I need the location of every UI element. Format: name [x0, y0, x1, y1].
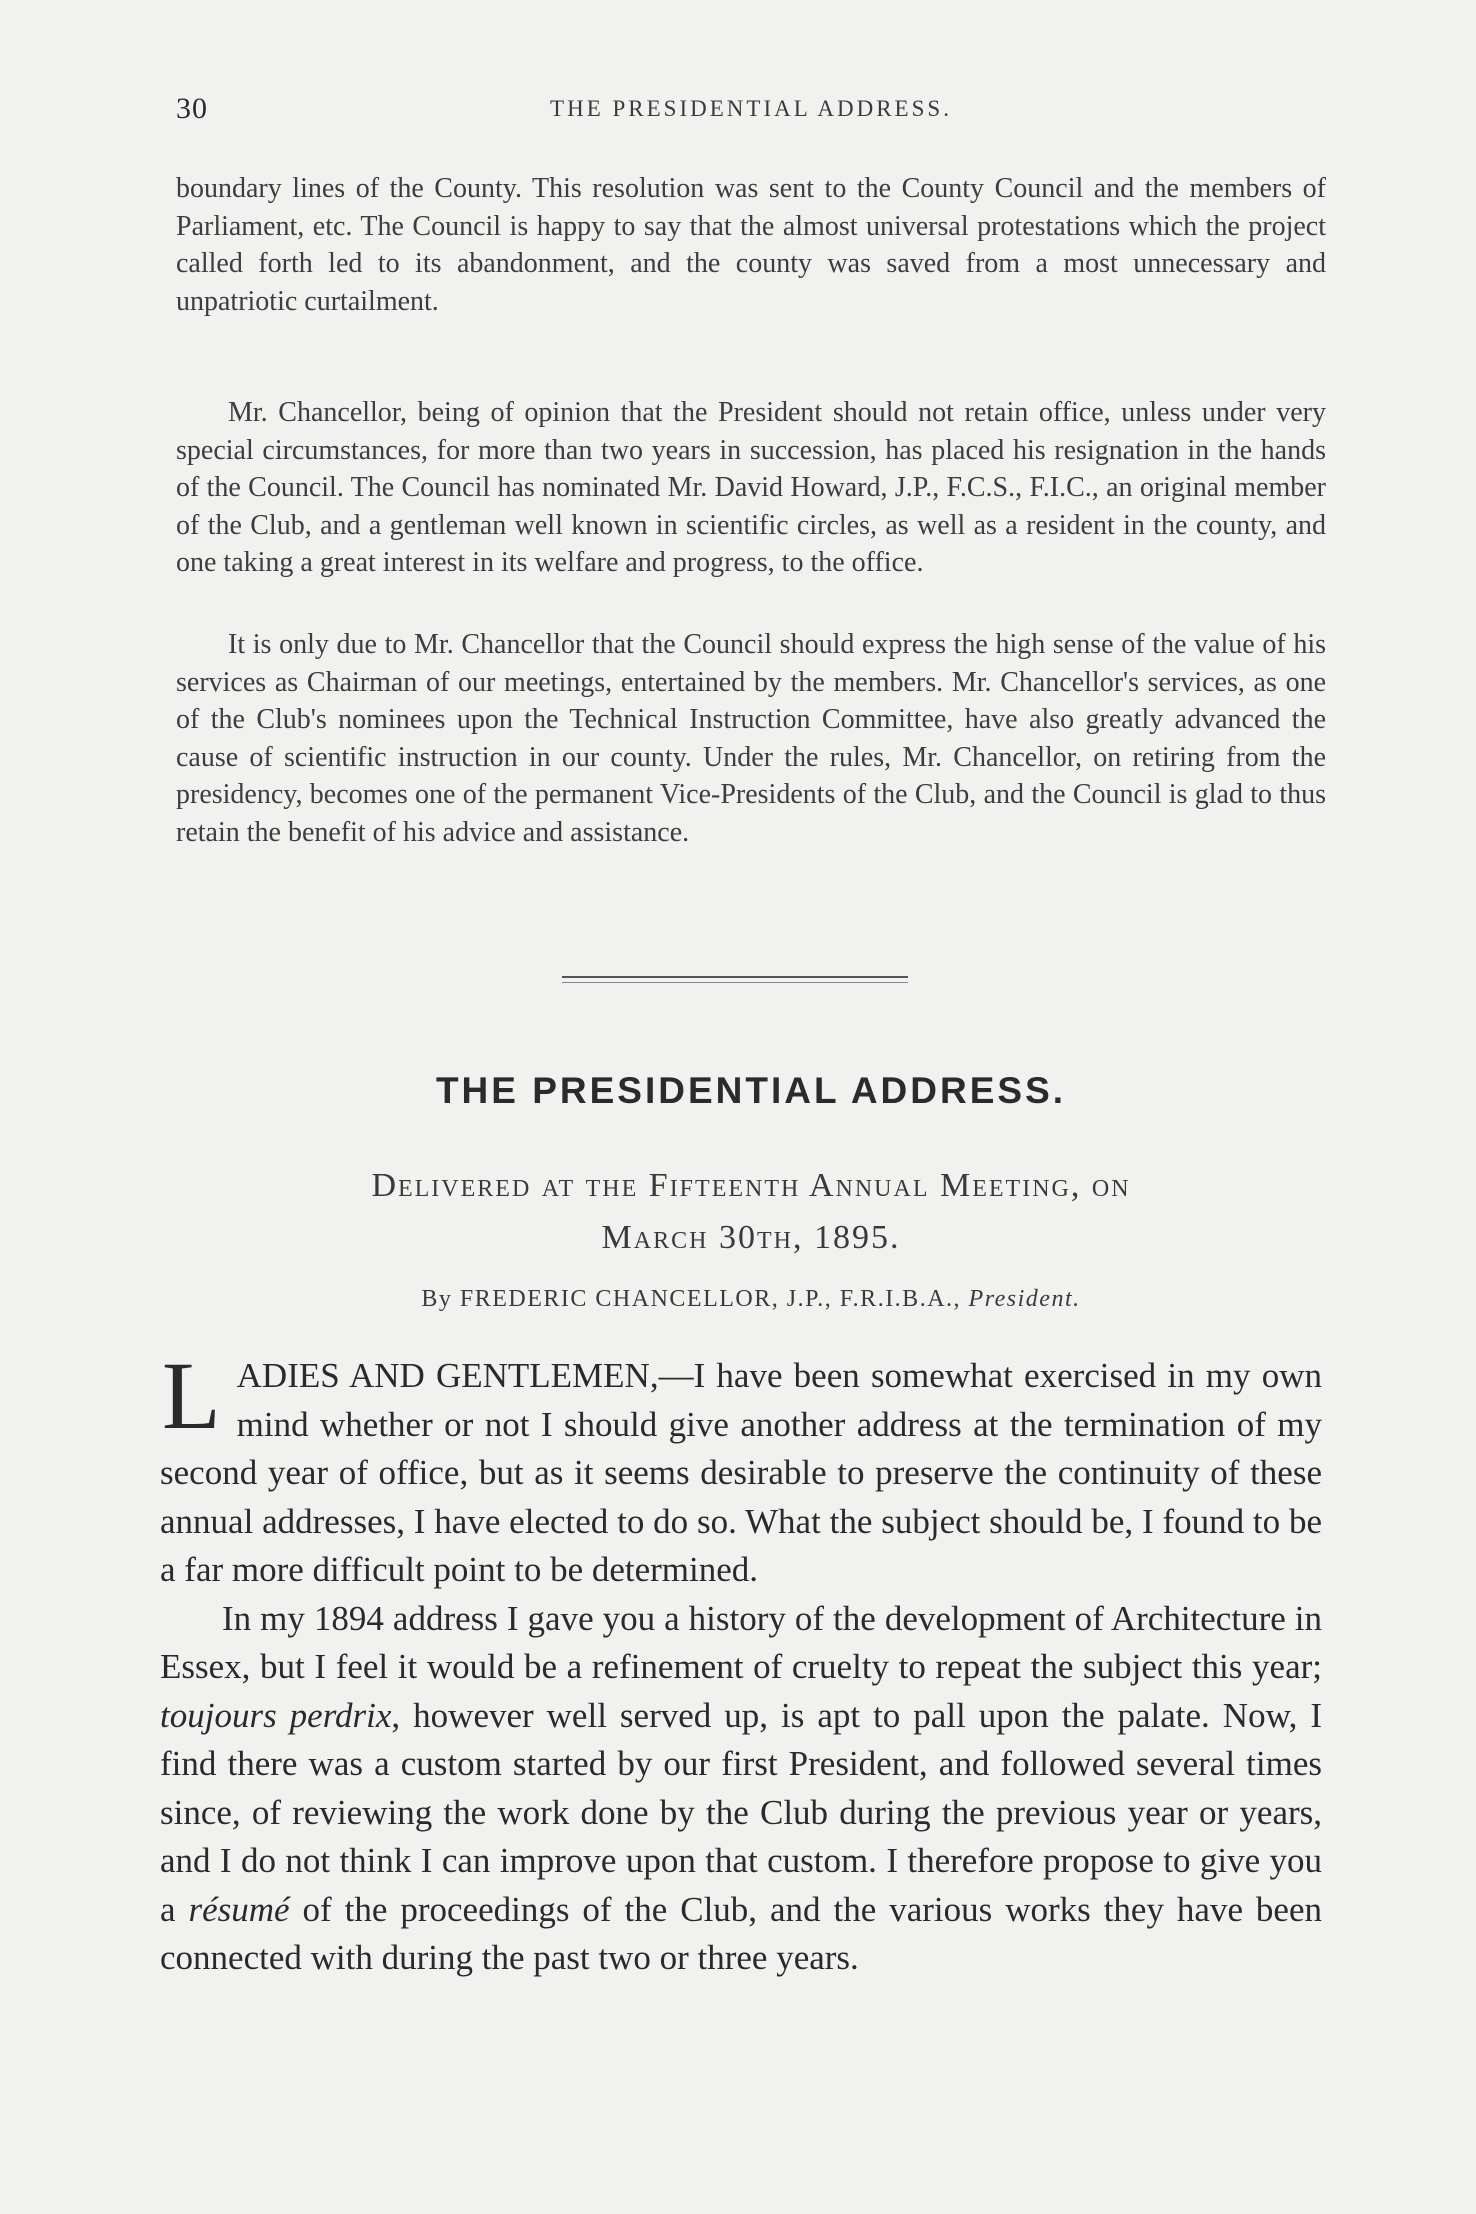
address-paragraph-1 — [160, 1342, 1322, 1595]
council-report-paragraph-1 — [176, 170, 1326, 320]
running-title: THE PRESIDENTIAL ADDRESS. — [550, 96, 952, 121]
paragraph-text: It is only due to Mr. Chancellor that the Council should express the high sense of the value of his services as Chairman of our meetings, entertained by the members. Mr. Chancellor's services, as one of the Club's nominees upon the Technical Instruction Committee, have also greatly advanced the cause of scientific instruction in our county. Under the rules, Mr. Chancellor, on retiring from the presidency, becomes one of the permanent Vice-Presidents of the Club, and the Council is glad to thus retain the benefit of his advice and assistance. — [176, 629, 1326, 848]
paragraph-text: In my 1894 address I gave you a history of the development of Architecture in Essex, but I feel it would be a refinement of cruelty to repeat the subject this year; — [160, 1598, 1322, 1686]
running-head — [176, 92, 1326, 132]
paragraph-text: , however well served up, is apt to pall upon the palate. Now, I find there was a custom started by our first President, and followed several times since, of reviewing the work done by the Club during the previous year or years, and I do not think I can improve upon that custom. I therefore propose to give you a — [160, 1695, 1322, 1929]
paragraph-text: of the proceedings of the Club, and the various works they have been connected with during the past two or three years. — [160, 1889, 1322, 1977]
byline-author: By FREDERIC CHANCELLOR, J.P., F.R.I.B.A., — [421, 1286, 962, 1312]
address-subtitle — [216, 1160, 1286, 1264]
drop-cap: L — [162, 1342, 221, 1449]
address-paragraph-2 — [160, 1595, 1322, 1983]
delivered-line-1: Delivered at the Fifteenth Annual Meeting, on — [371, 1167, 1131, 1204]
section-divider-rule — [562, 976, 908, 988]
italic-phrase: toujours perdrix — [160, 1695, 392, 1735]
delivered-line-2: March 30th, 1895. — [601, 1219, 901, 1256]
council-report-paragraph-2 — [176, 394, 1326, 582]
council-report-paragraph-3 — [176, 626, 1326, 851]
paragraph-text: Mr. Chancellor, being of opinion that the President should not retain office, unless under very special circumstances, for more than two years in succession, has placed his resignation in the hands of the Council. The Council has nominated Mr. David Howard, J.P., F.C.S., F.I.C., an original member of the Club, and a gentleman well known in scientific circles, as well as a resident in the county, and one taking a great interest in its welfare and progress, to the office. — [176, 397, 1326, 578]
byline-role: President. — [968, 1286, 1081, 1312]
paragraph-text: ADIES AND GENTLEMEN,—I have been somewhat exercised in my own mind whether or not I should give another address at the termination of my second year of office, but as it seems desirable to preserve the continuity of these annual addresses, I have elected to do so. What the subject should be, I found to be a far more difficult point to be determined. — [160, 1356, 1322, 1589]
paragraph-text: boundary lines of the County. This resolution was sent to the County Council and the members of Parliament, etc. The Council is happy to say that the almost universal protestations which the project called forth led to its abandonment, and the county was saved from a most unnecessary and unpatriotic curtailment. — [176, 173, 1326, 317]
address-title: THE PRESIDENTIAL ADDRESS. — [435, 1070, 1067, 1111]
byline — [176, 1286, 1326, 1313]
page-number: 30 — [176, 92, 208, 125]
address-body — [160, 1342, 1322, 1983]
italic-word: résumé — [188, 1889, 290, 1929]
